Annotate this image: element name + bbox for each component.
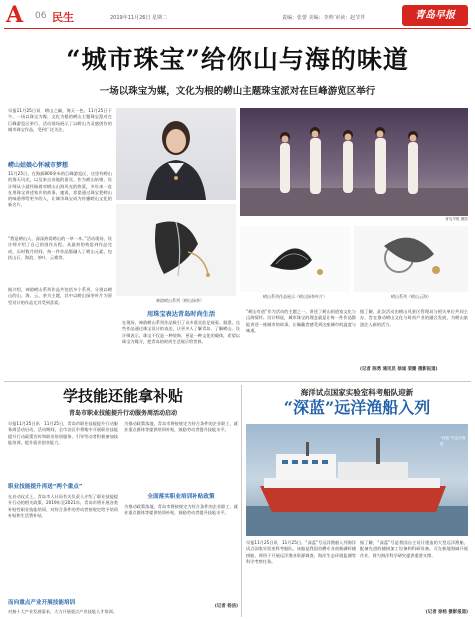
story2-subtitle: 青岛市职业技能提升行动服务周活动启动 [68,410,177,417]
column-divider [241,385,242,617]
story2-para-2: 在启动仪式上，青岛市人社局有关负责人介绍了职业技能提升行动的相关政策。2019年至2021年，青岛市将开展各类补贴性职业技能培训，对符合条件的劳动者按规定给予培训补贴和生活费补贴。 [8,494,118,518]
story2-para-4: 为推动政策落地，青岛市将按规定为符合条件的企业职工、就业重点群体等提供培训补贴，鼓励劳动者提升技能水平。 [124,504,238,516]
photo-jewelry-pieces-right [354,226,468,292]
main-story-para-3: 据介绍，神韵崂山系列作品共包括多个系列，分别以崂山的山、海、云、茶为主题，其中以崂山绿茶叶片为原型设计的作品尤其受到喜爱。 [8,287,112,305]
story2-para-3: 对接十大产业发展需求，大力开展重点产业技能人才培训。 [8,609,117,614]
story2-byline: (记者 杨洁) [214,604,238,609]
main-story-subhead-2: 用珠宝表达青岛时尚生活 [146,311,216,318]
story2-para: 早报11月25日讯 11月25日，青岛市职业技能提升行动服务周活动启动，活动期间，全市各区市将集中开展职业技能提升行动政策宣传和职业培训服务，引导劳动者积极参加技能培训，提升就业创业能力。 [8,421,118,445]
main-story-para-5: “崂山有道”作为活动的主题之一，讲述了崂山的道家文化与山海情怀。设计师说，城市珠宝的理念就是让每一件作品都能讲述一座城市的故事，让佩戴者感受到这座城市的温度与味道。 [246,309,356,333]
page-number: 06 [35,11,47,21]
newspaper-logo [402,5,468,26]
photo-jewelry-pieces-left [240,226,350,292]
story2-subhead-3: 全面落实职业培训补贴政策 [147,494,215,500]
vessel-photo-caption: “深蓝”号远洋渔船 [440,436,466,446]
story3-byline: (记者 徐杨 摄影报道) [425,610,468,615]
photo-caption-1: 神韵崂山系列（崂山绿茶） [156,298,204,303]
photo-research-vessel [246,424,468,536]
main-story-subtitle: 一场以珠宝为媒，文化为根的崂山主题珠宝派对在巨峰游览区举行 [99,86,376,97]
photo-caption-3: 崂山系列（崂山云海） [391,294,431,299]
photo-caption-2: 崂山系列作品展示（崂山绿茶叶片） [263,294,327,299]
story3-kicker: 海洋试点国家实验室科考船队迎新 [300,388,414,397]
section-name: 民生 [52,11,74,24]
photo-leaf-jewelry [116,204,236,296]
photo-credit: 青岛早报 摄影 [445,217,468,221]
story3-title: “深蓝”远洋渔船入列 [283,398,431,417]
header-bar [0,0,475,38]
story3-para-1: 早报11月25日讯 11月25日，“深蓝”号远洋渔船入列海洋试点国家实验室科考船队。该船是我国首艘专业南极磷虾捕捞船，将用于开展远洋渔业资源调查、海洋生态环境监测等科学考察任务。 [246,540,356,564]
header-divider [4,28,471,29]
story2-subhead-1: 职业技能提升再送“两个重点” [8,484,83,490]
main-story-subhead-1: 崂山姑娘心怀城市梦想 [8,162,69,169]
issue-date: 2019年11月26日 星期二 [110,15,168,21]
page-letter: A [6,2,24,28]
main-story-title: “城市珠宝”给你山与海的味道 [66,45,409,74]
story2-subhead-2: 而向重点产业开展技能培训 [8,600,76,606]
main-story-para-1: 11月25日，在海拔800余米的巨峰游览区，这里有崂山的海天风光，以及来自各地的嘉宾。作为崂山姑娘，设计师从小就怀揣着对崂山山海风光的热爱，多年来一直在用珠宝讲述家乡的故事。她说，希望通过珠宝把崂山的味道带给更多的人，让城市珠宝成为传播崂山文化的新名片。 [8,171,112,208]
story3-para-2: 据了解，“深蓝”号是我国自主设计建造的大型远洋渔船，配备先进的捕捞加工设备和科研设备，可在极地海域开展作业，将为海洋科学研究提供重要支撑。 [360,540,468,558]
main-story-byline: (记者 陈勇 通讯员 徐诚 栾姗 摄影报道) [360,367,438,372]
story2-para-col2: 为推动政策落地，青岛市将按规定为符合条件的企业职工、就业重点群体等提供培训补贴，鼓励劳动者提升技能水平。 [124,421,238,433]
photo-runway-models [240,108,468,216]
logo-text: 青岛早报 [415,10,455,21]
main-story-para-2: “我是崂山人，深深热爱崂山的一草一木。”活动现场，设计师介绍了自己的创作历程。从最初的构思到作品完成，历时数月时间，每一件作品都融入了崂山元素，包括山石、海浪、茶叶、云雾等。 [8,236,112,260]
main-story-para-4: 在现场，神韵崂山系列作品吸引了众多嘉宾驻足观看。据悉，这些作品通过珠宝设计的表达，让更多人了解青岛、了解崂山。设计师表示，珠宝不仅是一种装饰，更是一种文化的载体，希望以珠宝为媒介，把青岛的时尚生活展示给世界。 [122,320,240,344]
section-divider [4,381,471,382]
main-story-para-6: 据了解，此次活动由崂山风景区管理局与相关单位共同主办，旨在推动崂山文化与时尚产业的融合发展，为崂山旅游注入新的活力。 [360,309,468,327]
main-story-lead: 早报11月25日讯 崂山之巅，海天一色。11月25日下午，一场以珠宝为媒、文化为根的崂山主题珠宝派对在巨峰游览区举行，活动现场展示了以崂山为灵感创作的城市珠宝作品，受到广泛关注。 [8,108,112,132]
editor-credits: 责编：张蕾 美编：李帅 审读：赵节芹 [282,15,366,21]
story2-title: 学技能还能拿补贴 [62,387,183,405]
photo-designer-portrait [116,108,236,200]
